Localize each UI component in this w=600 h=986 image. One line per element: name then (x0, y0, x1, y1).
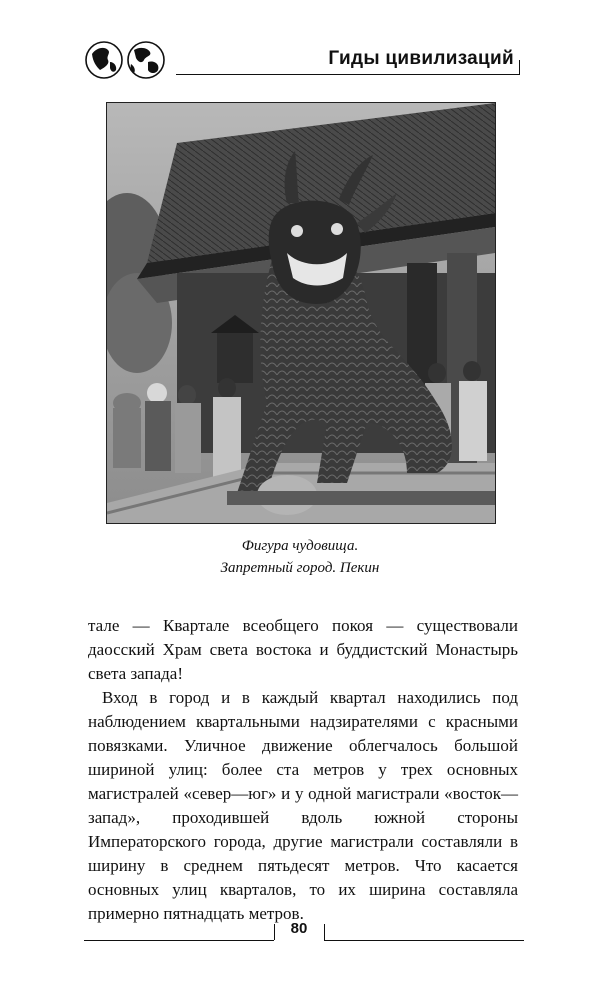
header-rule (176, 74, 520, 75)
caption-line: Фигура чудовища. (241, 538, 359, 554)
footer-tick (324, 924, 325, 940)
footer-rule (324, 940, 524, 941)
running-title: Гиды цивилизаций (328, 48, 514, 69)
world-globes-icon (84, 40, 174, 80)
paragraph: тале — Квартале всеобщего покоя — существовали даосский Храм света востока и буддистский Монастырь света запада! (88, 616, 518, 683)
body-text (88, 614, 518, 926)
caption-line: Запретный город. Пекин (220, 560, 380, 576)
figure-caption (100, 535, 500, 579)
qilin-statue-photo (106, 102, 496, 524)
page-header (84, 38, 524, 82)
page-footer (84, 914, 524, 950)
paragraph: Вход в город и в каждый квартал находились под наблюдением квартальными надзирателями с красными повязками. Уличное движение облегчалось большой шириной улиц: более ста метров у трех основных магистралей «север—юг» и у одной магистрали «восток—запад», проходившей вдоль южной стороны Императорского города, другие магистрали составляли в ширину в среднем пятьдесят метров. Что касается основных улиц кварталов, то их ширина составляла примерно пятнадцать метров. (88, 688, 518, 923)
header-tick (519, 60, 520, 75)
page-number: 80 (290, 920, 308, 937)
footer-rule (84, 940, 274, 941)
photo-illustration (107, 103, 495, 523)
